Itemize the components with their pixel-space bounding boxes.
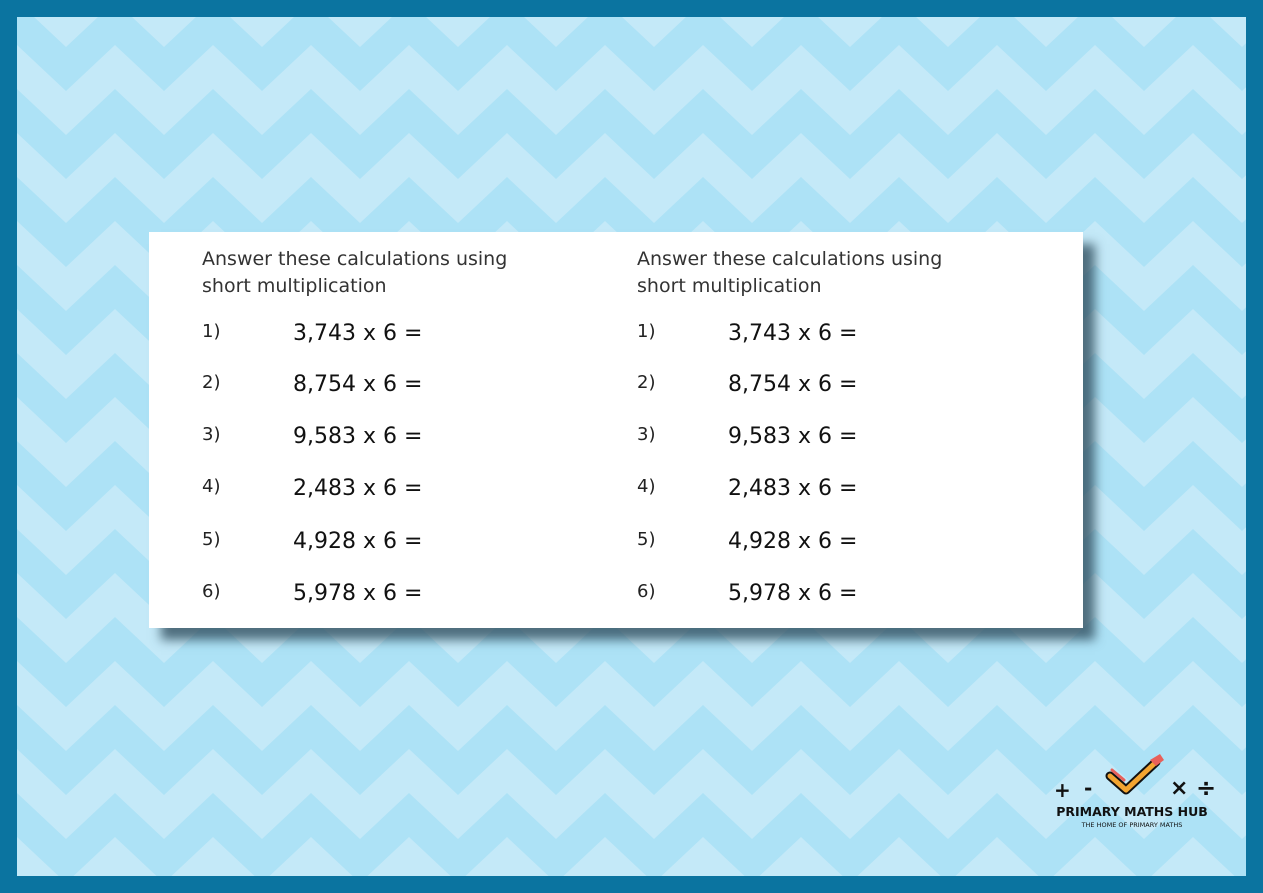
- problem-item: [202, 424, 602, 464]
- problem-expression: 5,978 x 6 =: [728, 581, 858, 606]
- problem-expression: 9,583 x 6 =: [293, 424, 423, 449]
- problem-item: [202, 476, 602, 516]
- worksheet-column-left: [202, 246, 602, 606]
- problem-expression: 8,754 x 6 =: [293, 372, 423, 397]
- logo-title: PRIMARY MATHS HUB: [1056, 804, 1208, 819]
- instruction-line-2: short multiplication: [637, 275, 822, 297]
- problem-expression: 5,978 x 6 =: [293, 581, 423, 606]
- instruction-line-1: Answer these calculations using: [637, 248, 943, 270]
- problem-item: [202, 321, 602, 361]
- problem-number: 2): [637, 372, 656, 393]
- checkmark-pencil-icon: [1104, 752, 1168, 800]
- problem-expression: 4,928 x 6 =: [728, 529, 858, 554]
- logo-subtitle: THE HOME OF PRIMARY MATHS: [1081, 821, 1183, 829]
- divide-icon: ÷: [1196, 774, 1217, 802]
- plus-icon: +: [1054, 778, 1071, 802]
- multiply-icon: ×: [1170, 776, 1189, 801]
- problem-number: 2): [202, 372, 221, 393]
- instruction-line-1: Answer these calculations using: [202, 248, 508, 270]
- primary-maths-hub-logo: [1040, 752, 1230, 832]
- problem-expression: 2,483 x 6 =: [293, 476, 423, 501]
- problem-number: 6): [637, 581, 656, 602]
- instruction-line-2: short multiplication: [202, 275, 387, 297]
- problem-item: [202, 372, 602, 412]
- worksheet-card: [149, 232, 1083, 628]
- problem-item: [637, 372, 1037, 412]
- problem-item: [637, 424, 1037, 464]
- problem-item: [637, 476, 1037, 516]
- problem-expression: 2,483 x 6 =: [728, 476, 858, 501]
- worksheet-column-right: [637, 246, 1037, 606]
- instruction-text: [637, 246, 1037, 300]
- problem-item: [637, 321, 1037, 361]
- problem-number: 3): [637, 424, 656, 445]
- problem-number: 5): [637, 529, 656, 550]
- problem-expression: 3,743 x 6 =: [728, 321, 858, 346]
- problem-number: 4): [637, 476, 656, 497]
- problem-item: [637, 581, 1037, 621]
- problem-number: 1): [202, 321, 221, 342]
- problem-item: [202, 529, 602, 569]
- instruction-text: [202, 246, 602, 300]
- problem-expression: 9,583 x 6 =: [728, 424, 858, 449]
- problem-item: [202, 581, 602, 621]
- problem-expression: 4,928 x 6 =: [293, 529, 423, 554]
- problem-number: 6): [202, 581, 221, 602]
- problem-number: 4): [202, 476, 221, 497]
- problem-number: 3): [202, 424, 221, 445]
- problem-item: [637, 529, 1037, 569]
- problem-expression: 8,754 x 6 =: [728, 372, 858, 397]
- problem-number: 5): [202, 529, 221, 550]
- problem-expression: 3,743 x 6 =: [293, 321, 423, 346]
- minus-icon: -: [1084, 776, 1093, 800]
- problem-number: 1): [637, 321, 656, 342]
